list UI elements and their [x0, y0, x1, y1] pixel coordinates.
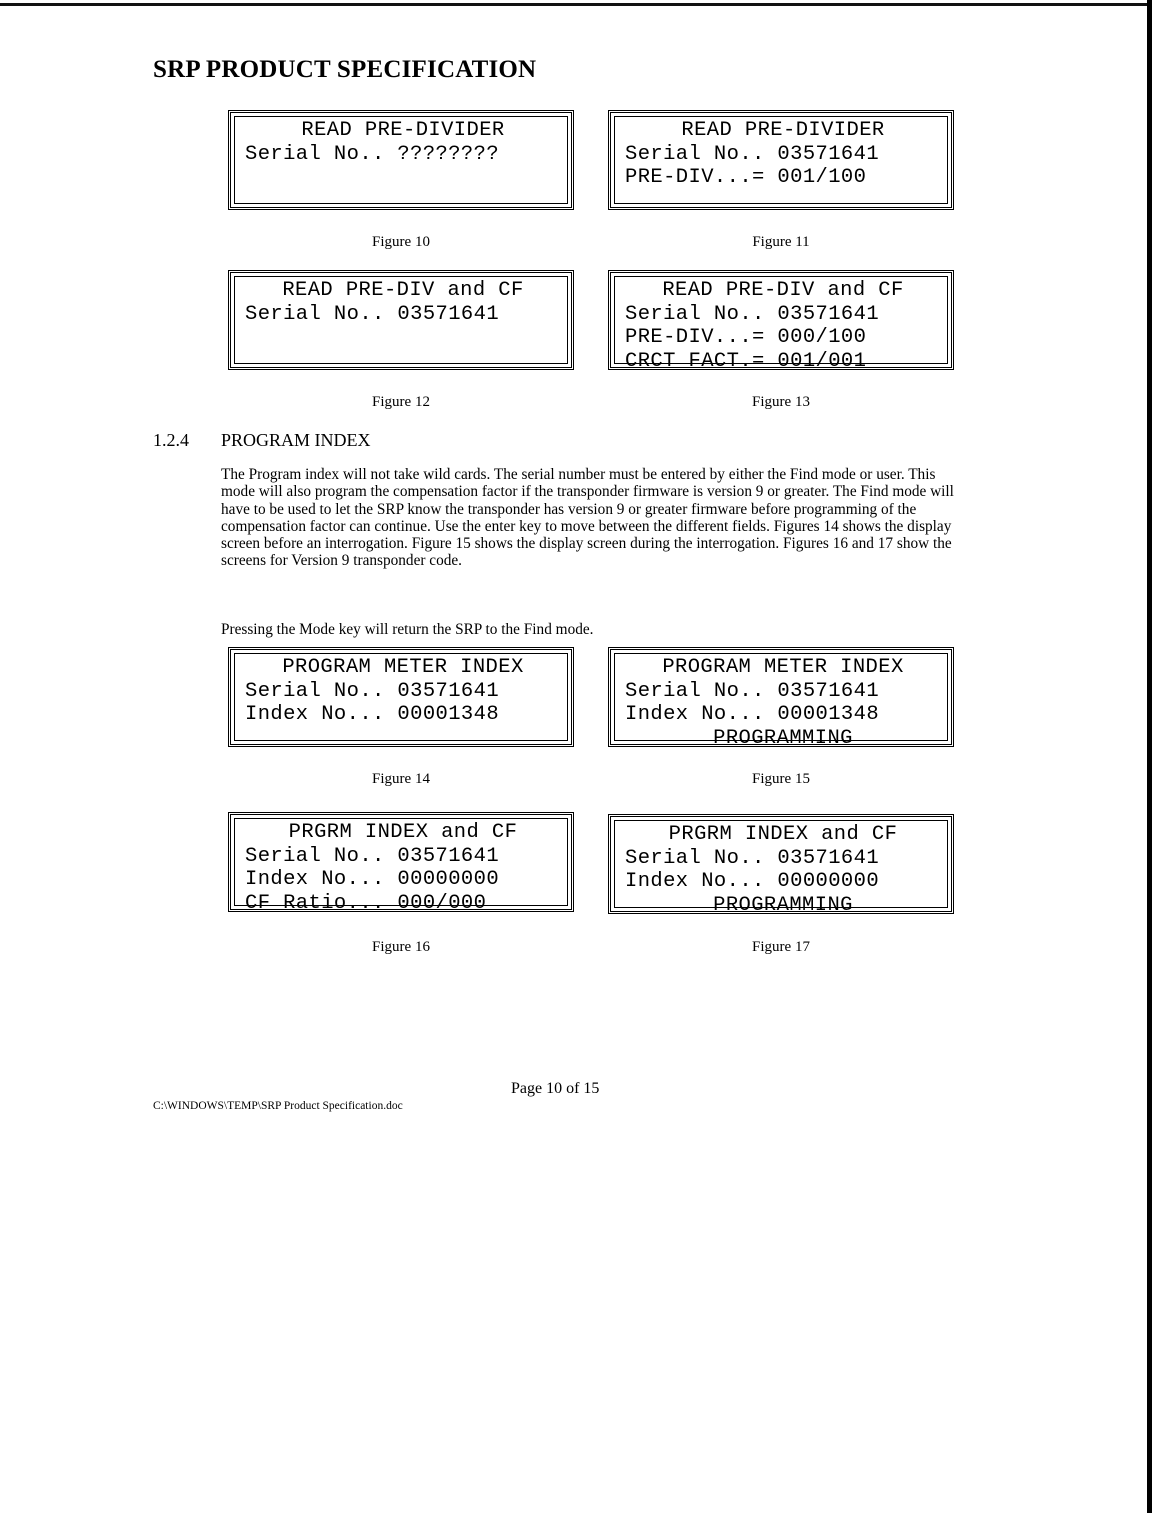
lcd-line: PROGRAM METER INDEX: [662, 656, 904, 679]
lcd-line: CF Ratio... 000/000: [245, 891, 487, 915]
lcd-display-figure-16: [228, 812, 574, 915]
lcd-line: Serial No.. 03571641: [625, 846, 880, 870]
lcd-line: READ PRE-DIV and CF: [662, 279, 904, 302]
lcd-line: Index No... 00000000: [245, 868, 500, 891]
lcd-display-figure-15: [608, 647, 954, 750]
lcd-line: PRGRM INDEX and CF: [288, 821, 518, 844]
section-number: 1.2.4: [153, 430, 189, 450]
lcd-lines: [625, 279, 941, 373]
lcd-line: Index No... 00001348: [625, 703, 880, 726]
lcd-display-figure-17: [608, 814, 954, 917]
lcd-lines: [245, 119, 561, 166]
figure-caption: Figure 12: [372, 394, 430, 410]
lcd-line: PROGRAMMING: [713, 726, 853, 750]
lcd-line: Index No... 00001348: [245, 703, 500, 726]
lcd-line: PROGRAMMING: [713, 893, 853, 917]
lcd-display-figure-10: [228, 110, 574, 210]
lcd-line: Serial No.. 03571641: [625, 142, 880, 166]
section-title: PROGRAM INDEX: [221, 430, 371, 450]
lcd-line: READ PRE-DIV and CF: [282, 279, 524, 302]
lcd-lines: [625, 656, 941, 750]
lcd-line: PRGRM INDEX and CF: [668, 823, 898, 846]
lcd-lines: [245, 821, 561, 915]
page-title: SRP PRODUCT SPECIFICATION: [153, 56, 537, 83]
lcd-line: Serial No.. ????????: [245, 142, 500, 166]
right-border: [1147, 0, 1152, 1513]
lcd-display-figure-11: [608, 110, 954, 210]
lcd-line: PRE-DIV...= 000/100: [625, 326, 867, 349]
page-number: Page 10 of 15: [511, 1080, 600, 1097]
section-heading: [153, 430, 371, 451]
figure-caption: Figure 15: [752, 771, 810, 787]
body-paragraph: The Program index will not take wild cards. The serial number must be entered by either the Find mode or user. This mode will also program the compensation factor if the transponder firmware is version 9 or greater. The Find mode will have to be used to let the SRP know the transponder has version 9 or greater firmware before programming of the compensation factor can continue. Use the enter key to move between the different fields. Figures 14 shows the display screen before an interrogation. Figure 15 shows the display screen during the interrogation. Figures 16 and 17 show the screens for Version 9 transponder code.: [221, 466, 954, 570]
lcd-lines: [625, 119, 941, 190]
lcd-line: Serial No.. 03571641: [245, 302, 500, 326]
lcd-lines: [625, 823, 941, 917]
figure-caption: Figure 10: [372, 234, 430, 250]
figure-caption: Figure 17: [752, 939, 810, 955]
figure-caption: Figure 13: [752, 394, 810, 410]
figure-caption: Figure 11: [752, 234, 810, 250]
lcd-line: CRCT FACT.= 001/001: [625, 349, 867, 373]
lcd-line: PROGRAM METER INDEX: [282, 656, 524, 679]
figure-caption: Figure 16: [372, 939, 430, 955]
lcd-line: READ PRE-DIVIDER: [681, 119, 885, 142]
lcd-line: Serial No.. 03571641: [245, 844, 500, 868]
lcd-line: READ PRE-DIVIDER: [301, 119, 505, 142]
lcd-lines: [245, 656, 561, 727]
lcd-lines: [245, 279, 561, 326]
lcd-line: Serial No.. 03571641: [625, 302, 880, 326]
figure-caption: Figure 14: [372, 771, 430, 787]
lcd-line: Index No... 00000000: [625, 870, 880, 893]
lcd-display-figure-13: [608, 270, 954, 373]
file-path: C:\WINDOWS\TEMP\SRP Product Specification.doc: [153, 1100, 403, 1112]
top-rule: [0, 3, 1150, 6]
lcd-display-figure-12: [228, 270, 574, 370]
lcd-display-figure-14: [228, 647, 574, 747]
body-paragraph-2: Pressing the Mode key will return the SRP to the Find mode.: [221, 621, 594, 638]
lcd-line: PRE-DIV...= 001/100: [625, 166, 867, 189]
lcd-line: Serial No.. 03571641: [625, 679, 880, 703]
lcd-line: Serial No.. 03571641: [245, 679, 500, 703]
